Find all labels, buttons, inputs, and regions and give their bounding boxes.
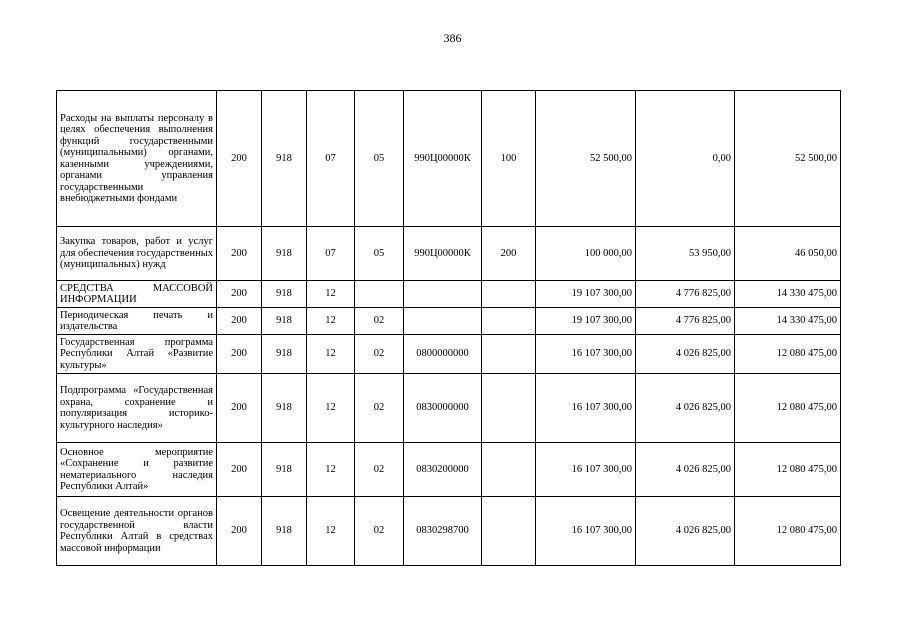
amount-cell: 4 776 825,00 <box>636 308 735 335</box>
row-name-cell: Государственная программа Республики Алтай «Развитие культуры» <box>57 335 217 374</box>
table-row <box>57 335 841 374</box>
subsection-cell: 02 <box>355 374 404 443</box>
table-row <box>57 497 841 566</box>
table-row <box>57 91 841 227</box>
table-row <box>57 443 841 497</box>
amount-cell: 14 330 475,00 <box>735 281 841 308</box>
section-cell: 12 <box>307 335 355 374</box>
section-cell: 07 <box>307 91 355 227</box>
amount-cell: 52 500,00 <box>735 91 841 227</box>
amount-cell: 12 080 475,00 <box>735 374 841 443</box>
ministry-code-cell: 918 <box>262 281 307 308</box>
subsection-cell: 02 <box>355 335 404 374</box>
amount-cell: 16 107 300,00 <box>536 374 636 443</box>
table-row <box>57 374 841 443</box>
target-article-cell: 990Ц00000К <box>404 91 482 227</box>
subsection-cell: 05 <box>355 91 404 227</box>
budget-table <box>56 90 841 566</box>
code-cell: 200 <box>217 281 262 308</box>
subsection-cell <box>355 281 404 308</box>
amount-cell: 4 026 825,00 <box>636 443 735 497</box>
amount-cell: 14 330 475,00 <box>735 308 841 335</box>
subsection-cell: 05 <box>355 227 404 281</box>
subsection-cell: 02 <box>355 497 404 566</box>
ministry-code-cell: 918 <box>262 227 307 281</box>
section-cell: 12 <box>307 308 355 335</box>
table-row <box>57 308 841 335</box>
row-name-cell: СРЕДСТВА МАССОВОЙ ИНФОРМАЦИИ <box>57 281 217 308</box>
amount-cell: 16 107 300,00 <box>536 443 636 497</box>
amount-cell: 19 107 300,00 <box>536 308 636 335</box>
section-cell: 07 <box>307 227 355 281</box>
target-article-cell: 0830298700 <box>404 497 482 566</box>
code-cell: 200 <box>217 497 262 566</box>
table-body <box>57 91 841 566</box>
code-cell: 200 <box>217 91 262 227</box>
row-name-cell: Подпрограмма «Государственная охрана, сохранение и популяризация историко-культурного наследия» <box>57 374 217 443</box>
expense-type-cell <box>482 308 536 335</box>
expense-type-cell <box>482 443 536 497</box>
code-cell: 200 <box>217 374 262 443</box>
target-article-cell: 990Ц00000К <box>404 227 482 281</box>
expense-type-cell: 100 <box>482 91 536 227</box>
subsection-cell: 02 <box>355 443 404 497</box>
amount-cell: 16 107 300,00 <box>536 497 636 566</box>
table-row <box>57 281 841 308</box>
section-cell: 12 <box>307 374 355 443</box>
section-cell: 12 <box>307 497 355 566</box>
table-row <box>57 227 841 281</box>
amount-cell: 12 080 475,00 <box>735 335 841 374</box>
expense-type-cell <box>482 281 536 308</box>
expense-type-cell <box>482 374 536 443</box>
ministry-code-cell: 918 <box>262 374 307 443</box>
amount-cell: 52 500,00 <box>536 91 636 227</box>
row-name-cell: Освещение деятельности органов государственной власти Республики Алтай в средствах массовой информации <box>57 497 217 566</box>
ministry-code-cell: 918 <box>262 335 307 374</box>
ministry-code-cell: 918 <box>262 308 307 335</box>
amount-cell: 12 080 475,00 <box>735 497 841 566</box>
code-cell: 200 <box>217 335 262 374</box>
target-article-cell: 0830000000 <box>404 374 482 443</box>
ministry-code-cell: 918 <box>262 91 307 227</box>
expense-type-cell: 200 <box>482 227 536 281</box>
row-name-cell: Закупка товаров, работ и услуг для обеспечения государственных (муниципальных) нужд <box>57 227 217 281</box>
amount-cell: 12 080 475,00 <box>735 443 841 497</box>
expense-type-cell <box>482 335 536 374</box>
section-cell: 12 <box>307 443 355 497</box>
amount-cell: 4 026 825,00 <box>636 374 735 443</box>
amount-cell: 4 026 825,00 <box>636 335 735 374</box>
amount-cell: 16 107 300,00 <box>536 335 636 374</box>
subsection-cell: 02 <box>355 308 404 335</box>
amount-cell: 46 050,00 <box>735 227 841 281</box>
ministry-code-cell: 918 <box>262 497 307 566</box>
expense-type-cell <box>482 497 536 566</box>
amount-cell: 4 026 825,00 <box>636 497 735 566</box>
target-article-cell <box>404 308 482 335</box>
target-article-cell: 0830200000 <box>404 443 482 497</box>
row-name-cell: Основное мероприятие «Сохранение и развитие нематериального наследия Республики Алтай» <box>57 443 217 497</box>
ministry-code-cell: 918 <box>262 443 307 497</box>
amount-cell: 53 950,00 <box>636 227 735 281</box>
target-article-cell <box>404 281 482 308</box>
code-cell: 200 <box>217 443 262 497</box>
row-name-cell: Периодическая печать и издательства <box>57 308 217 335</box>
amount-cell: 4 776 825,00 <box>636 281 735 308</box>
amount-cell: 0,00 <box>636 91 735 227</box>
page-number: 386 <box>443 31 462 45</box>
code-cell: 200 <box>217 227 262 281</box>
section-cell: 12 <box>307 281 355 308</box>
amount-cell: 100 000,00 <box>536 227 636 281</box>
amount-cell: 19 107 300,00 <box>536 281 636 308</box>
code-cell: 200 <box>217 308 262 335</box>
row-name-cell: Расходы на выплаты персоналу в целях обеспечения выполнения функций государственными (муниципальными) органами, казенными учреждениями, органами управления государственными внебюджетными фондами <box>57 91 217 227</box>
target-article-cell: 0800000000 <box>404 335 482 374</box>
